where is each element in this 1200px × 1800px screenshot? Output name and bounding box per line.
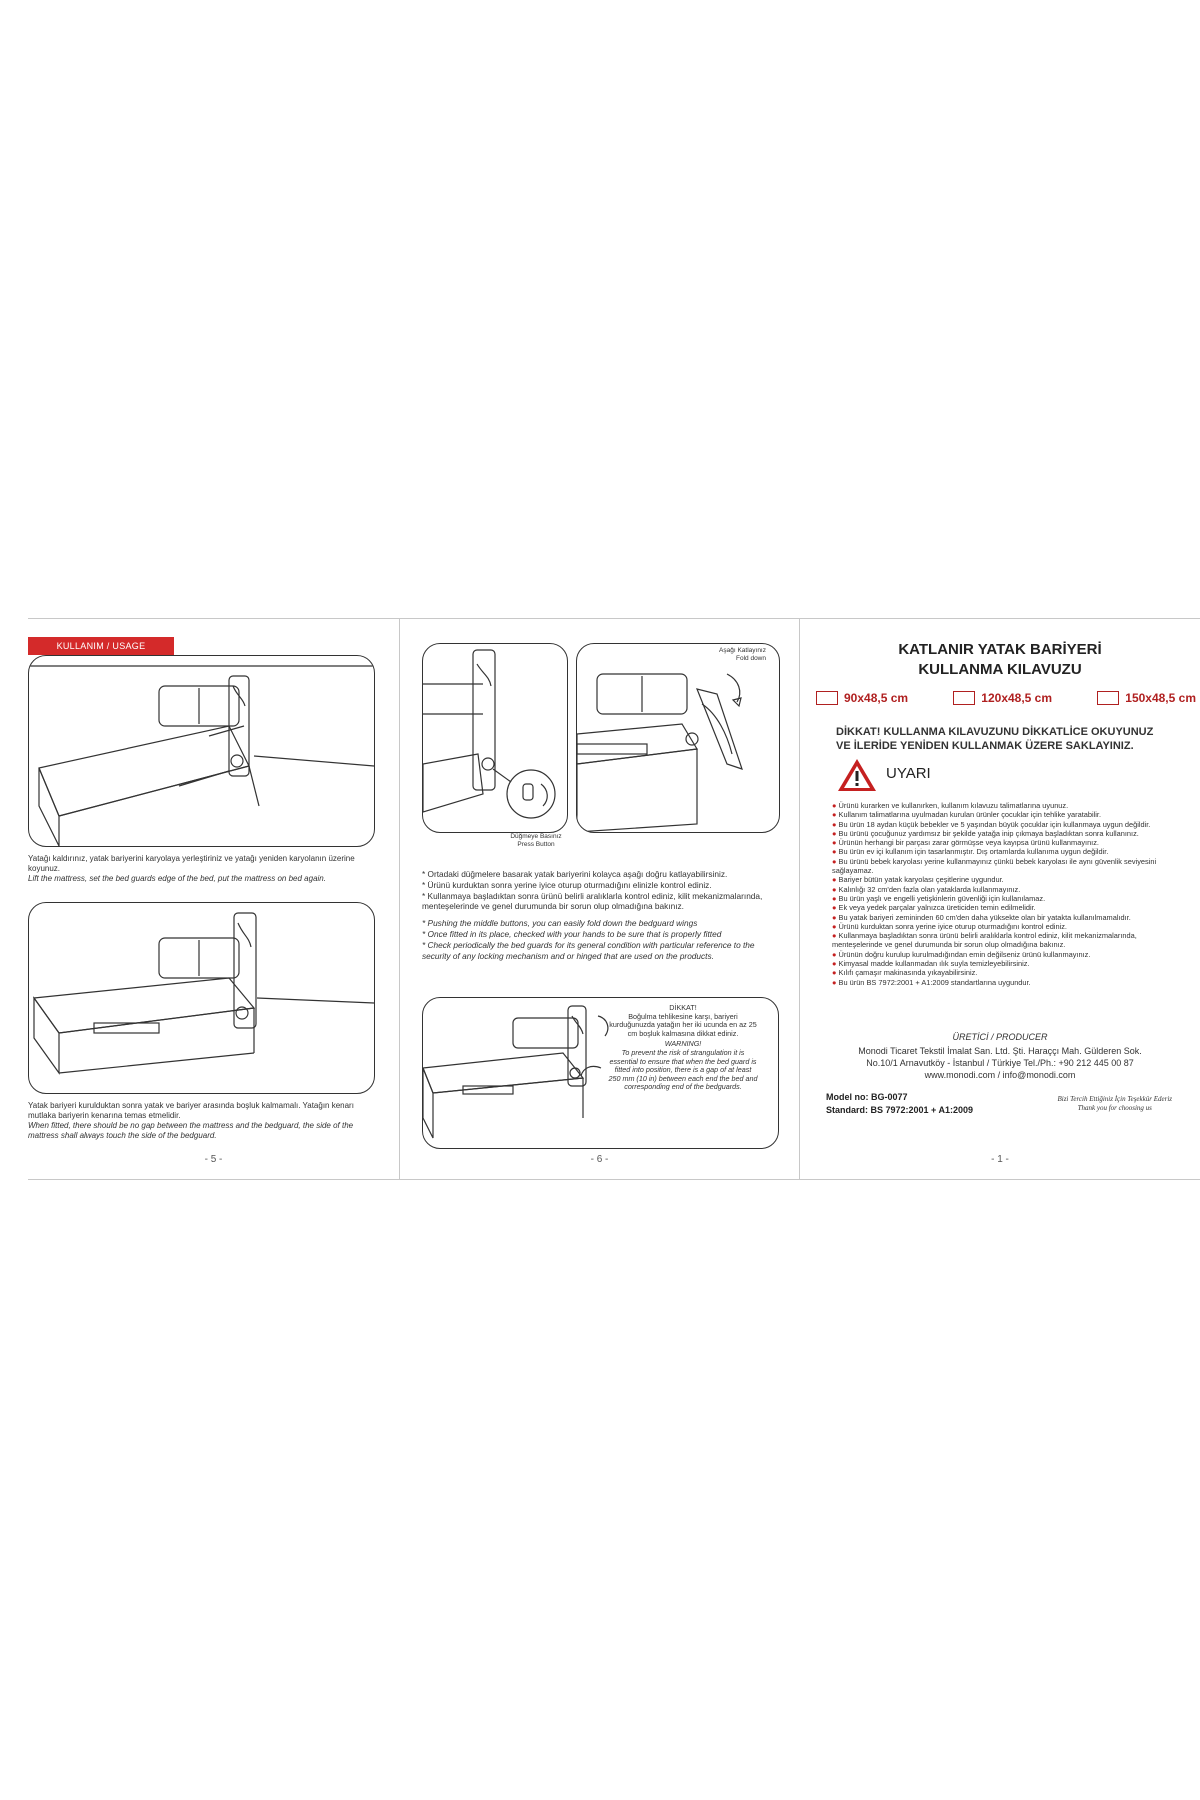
illustration-press-button bbox=[422, 643, 568, 833]
producer-label: ÜRETİCİ / PRODUCER bbox=[952, 1032, 1048, 1042]
warning-item-text: Bu ürün yaşlı ve engelli yetişkinlerin güvenliği için kullanılamaz. bbox=[838, 893, 1046, 903]
warning-item bbox=[832, 838, 1188, 847]
caption-1 bbox=[28, 854, 373, 884]
notice-line-1: DİKKAT! KULLANMA KILAVUZUNU DİKKATLİCE OKUYUNUZ bbox=[836, 726, 1154, 738]
warning-item bbox=[832, 913, 1188, 922]
size-checkbox-2[interactable] bbox=[953, 691, 975, 705]
warning-item bbox=[832, 829, 1188, 838]
bullet-icon: ● bbox=[832, 838, 839, 848]
standard-line: Standard: BS 7972:2001 + A1:2009 bbox=[826, 1105, 973, 1115]
warning-item-text: Bu ürünü çocuğunuz yardımsız bir şekilde yatağa inip çıkmaya başladıktan sonra kullanınız. bbox=[838, 828, 1139, 838]
bullet-tr-2: * Ürünü kurduktan sonra yerine iyice oturup oturmadığını elinizle kontrol ediniz. bbox=[422, 879, 712, 890]
caption-2-en: When fitted, there should be no gap between the mattress and the bedguard, the side of the mattress shall always touch the side of the bedguard. bbox=[28, 1121, 354, 1140]
size-checkbox-1[interactable] bbox=[816, 691, 838, 705]
warning-list bbox=[832, 801, 1188, 987]
warning-item-text: Kalınlığı 32 cm'den fazla olan yataklarda kullanmayınız. bbox=[838, 884, 1021, 894]
warning-item-text: Kılıfı çamaşır makinasında yıkayabilirsiniz. bbox=[838, 968, 978, 978]
bed-illustration-2 bbox=[29, 903, 374, 1093]
fold-down-illustration bbox=[577, 644, 779, 832]
warning-item bbox=[832, 903, 1188, 912]
bullet-icon: ● bbox=[832, 847, 839, 857]
bullet-icon: ● bbox=[832, 968, 839, 978]
page-number-1: - 1 - bbox=[991, 1154, 1009, 1165]
warning-item-text: Ek veya yedek parçalar yalnızca üreticiden temin edilmelidir. bbox=[838, 903, 1036, 913]
warning-item bbox=[832, 801, 1188, 810]
caption-2-tr: Yatak bariyeri kurulduktan sonra yatak ve bariyer arasında boşluk kalmamalı. Yatağın kenarı mutlaka bariyerin kenarına temas etmelidir. bbox=[28, 1101, 354, 1120]
warning-item bbox=[832, 820, 1188, 829]
bullet-icon: ● bbox=[832, 884, 839, 894]
thanks-en: Thank you for choosing us bbox=[1077, 1104, 1152, 1112]
caution-text bbox=[608, 1004, 758, 1092]
title-line-1: KATLANIR YATAK BARİYERİ bbox=[898, 641, 1102, 658]
caution-text-tr: Boğulma tehlikesine karşı, bariyeri kurduğunuzda yatağın her iki ucunda en az 25 cm boşluk kalmasına dikkat ediniz. bbox=[609, 1011, 757, 1038]
size-checkbox-3[interactable] bbox=[1097, 691, 1119, 705]
warning-item-text: Kullanım talimatlarına uyulmadan kurulan ürünler çocuklar için tehlike yaratabilir. bbox=[838, 810, 1102, 820]
usage-bullets bbox=[422, 869, 777, 961]
thanks-note bbox=[1057, 1095, 1172, 1113]
bullet-en-2: * Once fitted in its place, checked with your hands to be sure that is properly fitted bbox=[422, 928, 722, 939]
warning-item-text: Bu ürün BS 7972:2001 + A1:2009 standartlarına uygundur. bbox=[838, 977, 1031, 987]
title-line-2: KULLANMA KILAVUZU bbox=[918, 661, 1082, 678]
producer-line-3: www.monodi.com / info@monodi.com bbox=[924, 1070, 1076, 1080]
warning-item bbox=[832, 885, 1188, 894]
caption-2 bbox=[28, 1101, 373, 1141]
warning-item-text: Bariyer bütün yatak karyolası çeşitlerine uygundur. bbox=[838, 875, 1004, 885]
bullet-icon: ● bbox=[832, 819, 839, 829]
notice bbox=[836, 725, 1176, 753]
fold-down-label bbox=[696, 647, 766, 663]
bullet-icon: ● bbox=[832, 912, 839, 922]
bullet-tr-3: * Kullanmaya başladıktan sonra ürünü belirli aralıklarla kontrol ediniz, kilit mekanizmalarında, menteşelerinde ve genel durumunda bir sorun olup olmadığına bakınız. bbox=[422, 890, 763, 912]
warning-item-text: Kimyasal madde kullanmadan ılık suyla temizleyebilirsiniz. bbox=[838, 959, 1030, 969]
press-en: Press Button bbox=[517, 841, 555, 848]
warning-item bbox=[832, 931, 1188, 950]
warning-item bbox=[832, 959, 1188, 968]
illustration-fitted-guard bbox=[28, 902, 375, 1094]
page-number-5: - 5 - bbox=[204, 1154, 223, 1165]
size-label-3: 150x48,5 cm bbox=[1125, 691, 1196, 705]
warning-item bbox=[832, 875, 1188, 884]
bullet-icon: ● bbox=[832, 801, 839, 810]
size-label-2: 120x48,5 cm bbox=[981, 691, 1053, 705]
bullet-en-3: * Check periodically the bed guards for its general condition with particular reference to the security of any locking mechanism and or hinged that are used on the products. bbox=[422, 939, 755, 961]
bullet-icon: ● bbox=[832, 893, 839, 903]
bullet-icon: ● bbox=[832, 810, 839, 820]
bullet-icon: ● bbox=[832, 856, 839, 866]
bullet-en-1: * Pushing the middle buttons, you can easily fold down the bedguard wings bbox=[422, 918, 698, 929]
bullet-icon: ● bbox=[832, 828, 839, 838]
producer-line-1: Monodi Ticaret Tekstil İmalat San. Ltd. Şti. Haraççı Mah. Gülderen Sok. bbox=[858, 1046, 1142, 1056]
illustration-install-guard bbox=[28, 655, 375, 847]
warning-item bbox=[832, 810, 1188, 819]
press-tr: Düğmeye Basınız bbox=[510, 833, 562, 840]
warning-item-text: Bu ürünü bebek karyolası yerine kullanmayınız çünkü bebek karyolası ile aynı güvenlik seviyesini sağlayamaz. bbox=[832, 856, 1157, 876]
usage-tab: KULLANIM / USAGE bbox=[28, 637, 174, 655]
warning-item-text: Kullanmaya başladıktan sonra ürünü belirli aralıklarla kontrol ediniz, kilit mekanizmalarında, menteşelerinde ve genel durumunda bir sorun olup olmadığına bakınız. bbox=[832, 931, 1137, 950]
warning-item bbox=[832, 950, 1188, 959]
instruction-sheet bbox=[28, 618, 1200, 1180]
caution-text-en: To prevent the risk of strangulation it is essential to ensure that when the bed guard is fitted into position, there is a gap of at least 250 mm (10 in) between each end the bed and corresponding end of the bedguards. bbox=[608, 1047, 758, 1092]
size-option-3[interactable] bbox=[1097, 691, 1196, 705]
warning-item-text: Ürünün doğru kurulup kurulmadığından emin değilseniz ürünü kullanmayınız. bbox=[838, 949, 1091, 959]
warning-item bbox=[832, 968, 1188, 977]
warning-item-text: Bu yatak bariyeri zemininden 60 cm'den daha yüksekte olan bir yatakta kullanılmamalıdır. bbox=[838, 912, 1131, 922]
bullet-icon: ● bbox=[832, 931, 839, 941]
illustration-gap-warning bbox=[422, 997, 779, 1149]
warning-item bbox=[832, 857, 1188, 876]
press-button-illustration bbox=[423, 644, 567, 832]
warning-item-text: Ürünü kurarken ve kullanırken, kullanım kılavuzu talimatlarına uyunuz. bbox=[838, 801, 1069, 810]
caption-1-en: Lift the mattress, set the bed guards edge of the bed, put the mattress on bed again. bbox=[28, 874, 326, 883]
bullet-icon: ● bbox=[832, 949, 839, 959]
producer-line-2: No.10/1 Arnavutköy - İstanbul / Türkiye Tel./Ph.: +90 212 445 00 87 bbox=[866, 1058, 1134, 1068]
bed-illustration-1 bbox=[29, 656, 374, 846]
size-option-2[interactable] bbox=[953, 691, 1052, 705]
caution-title-en: WARNING! bbox=[664, 1039, 702, 1049]
thanks-tr: Bizi Tercih Ettiğiniz İçin Teşekkür Ederiz bbox=[1057, 1095, 1172, 1103]
warning-item bbox=[832, 978, 1188, 987]
warning-item bbox=[832, 847, 1188, 856]
warning-item-text: Ürünün herhangi bir parçası zarar görmüşse veya kayıpsa ürünü kullanmayınız. bbox=[838, 838, 1099, 848]
page-6-panel bbox=[400, 619, 800, 1179]
caution-title-tr: DİKKAT! bbox=[669, 1003, 697, 1012]
bullet-icon: ● bbox=[832, 959, 839, 969]
bullet-tr-1: * Ortadaki düğmelere basarak yatak bariyerini kolayca aşağı doğru katlayabilirsiniz. bbox=[422, 869, 728, 879]
warning-item-text: Bu ürün 18 aydan küçük bebekler ve 5 yaşından büyük çocuklar için kullanmaya uygun değildir. bbox=[838, 819, 1151, 829]
page-1-panel bbox=[800, 619, 1200, 1179]
press-button-label bbox=[496, 833, 576, 849]
warning-item-text: Ürünü kurduktan sonra yerine iyice oturup oturmadığını kontrol ediniz. bbox=[838, 921, 1067, 931]
bullet-icon: ● bbox=[832, 903, 839, 913]
size-label-1: 90x48,5 cm bbox=[844, 691, 909, 705]
page-5-panel bbox=[28, 619, 400, 1179]
warning-item bbox=[832, 922, 1188, 931]
warning-item-text: Bu ürün ev içi kullanım için tasarlanmıştır. Dış ortamlarda kullanıma uygun değildir. bbox=[838, 847, 1109, 857]
fold-en: Fold down bbox=[736, 655, 766, 662]
fold-tr: Aşağı Katlayınız bbox=[719, 647, 766, 654]
notice-line-2: VE İLERİDE YENİDEN KULLANMAK ÜZERE SAKLAYINIZ. bbox=[836, 740, 1134, 752]
size-options bbox=[816, 691, 1196, 705]
illustration-fold-down bbox=[576, 643, 780, 833]
page-number-6: - 6 - bbox=[590, 1154, 609, 1165]
warning-item bbox=[832, 894, 1188, 903]
size-option-1[interactable] bbox=[816, 691, 908, 705]
bullet-icon: ● bbox=[832, 977, 839, 987]
model-number: Model no: BG-0077 bbox=[826, 1092, 908, 1102]
warning-label: UYARI bbox=[886, 765, 931, 782]
bullet-icon: ● bbox=[832, 921, 839, 931]
caption-1-tr: Yatağı kaldırınız, yatak bariyerini karyolaya yerleştiriniz ve yatağı yeniden karyolanın üzerine koyunuz. bbox=[28, 854, 355, 873]
warning-icon bbox=[836, 757, 878, 798]
bullet-icon: ● bbox=[832, 875, 839, 885]
